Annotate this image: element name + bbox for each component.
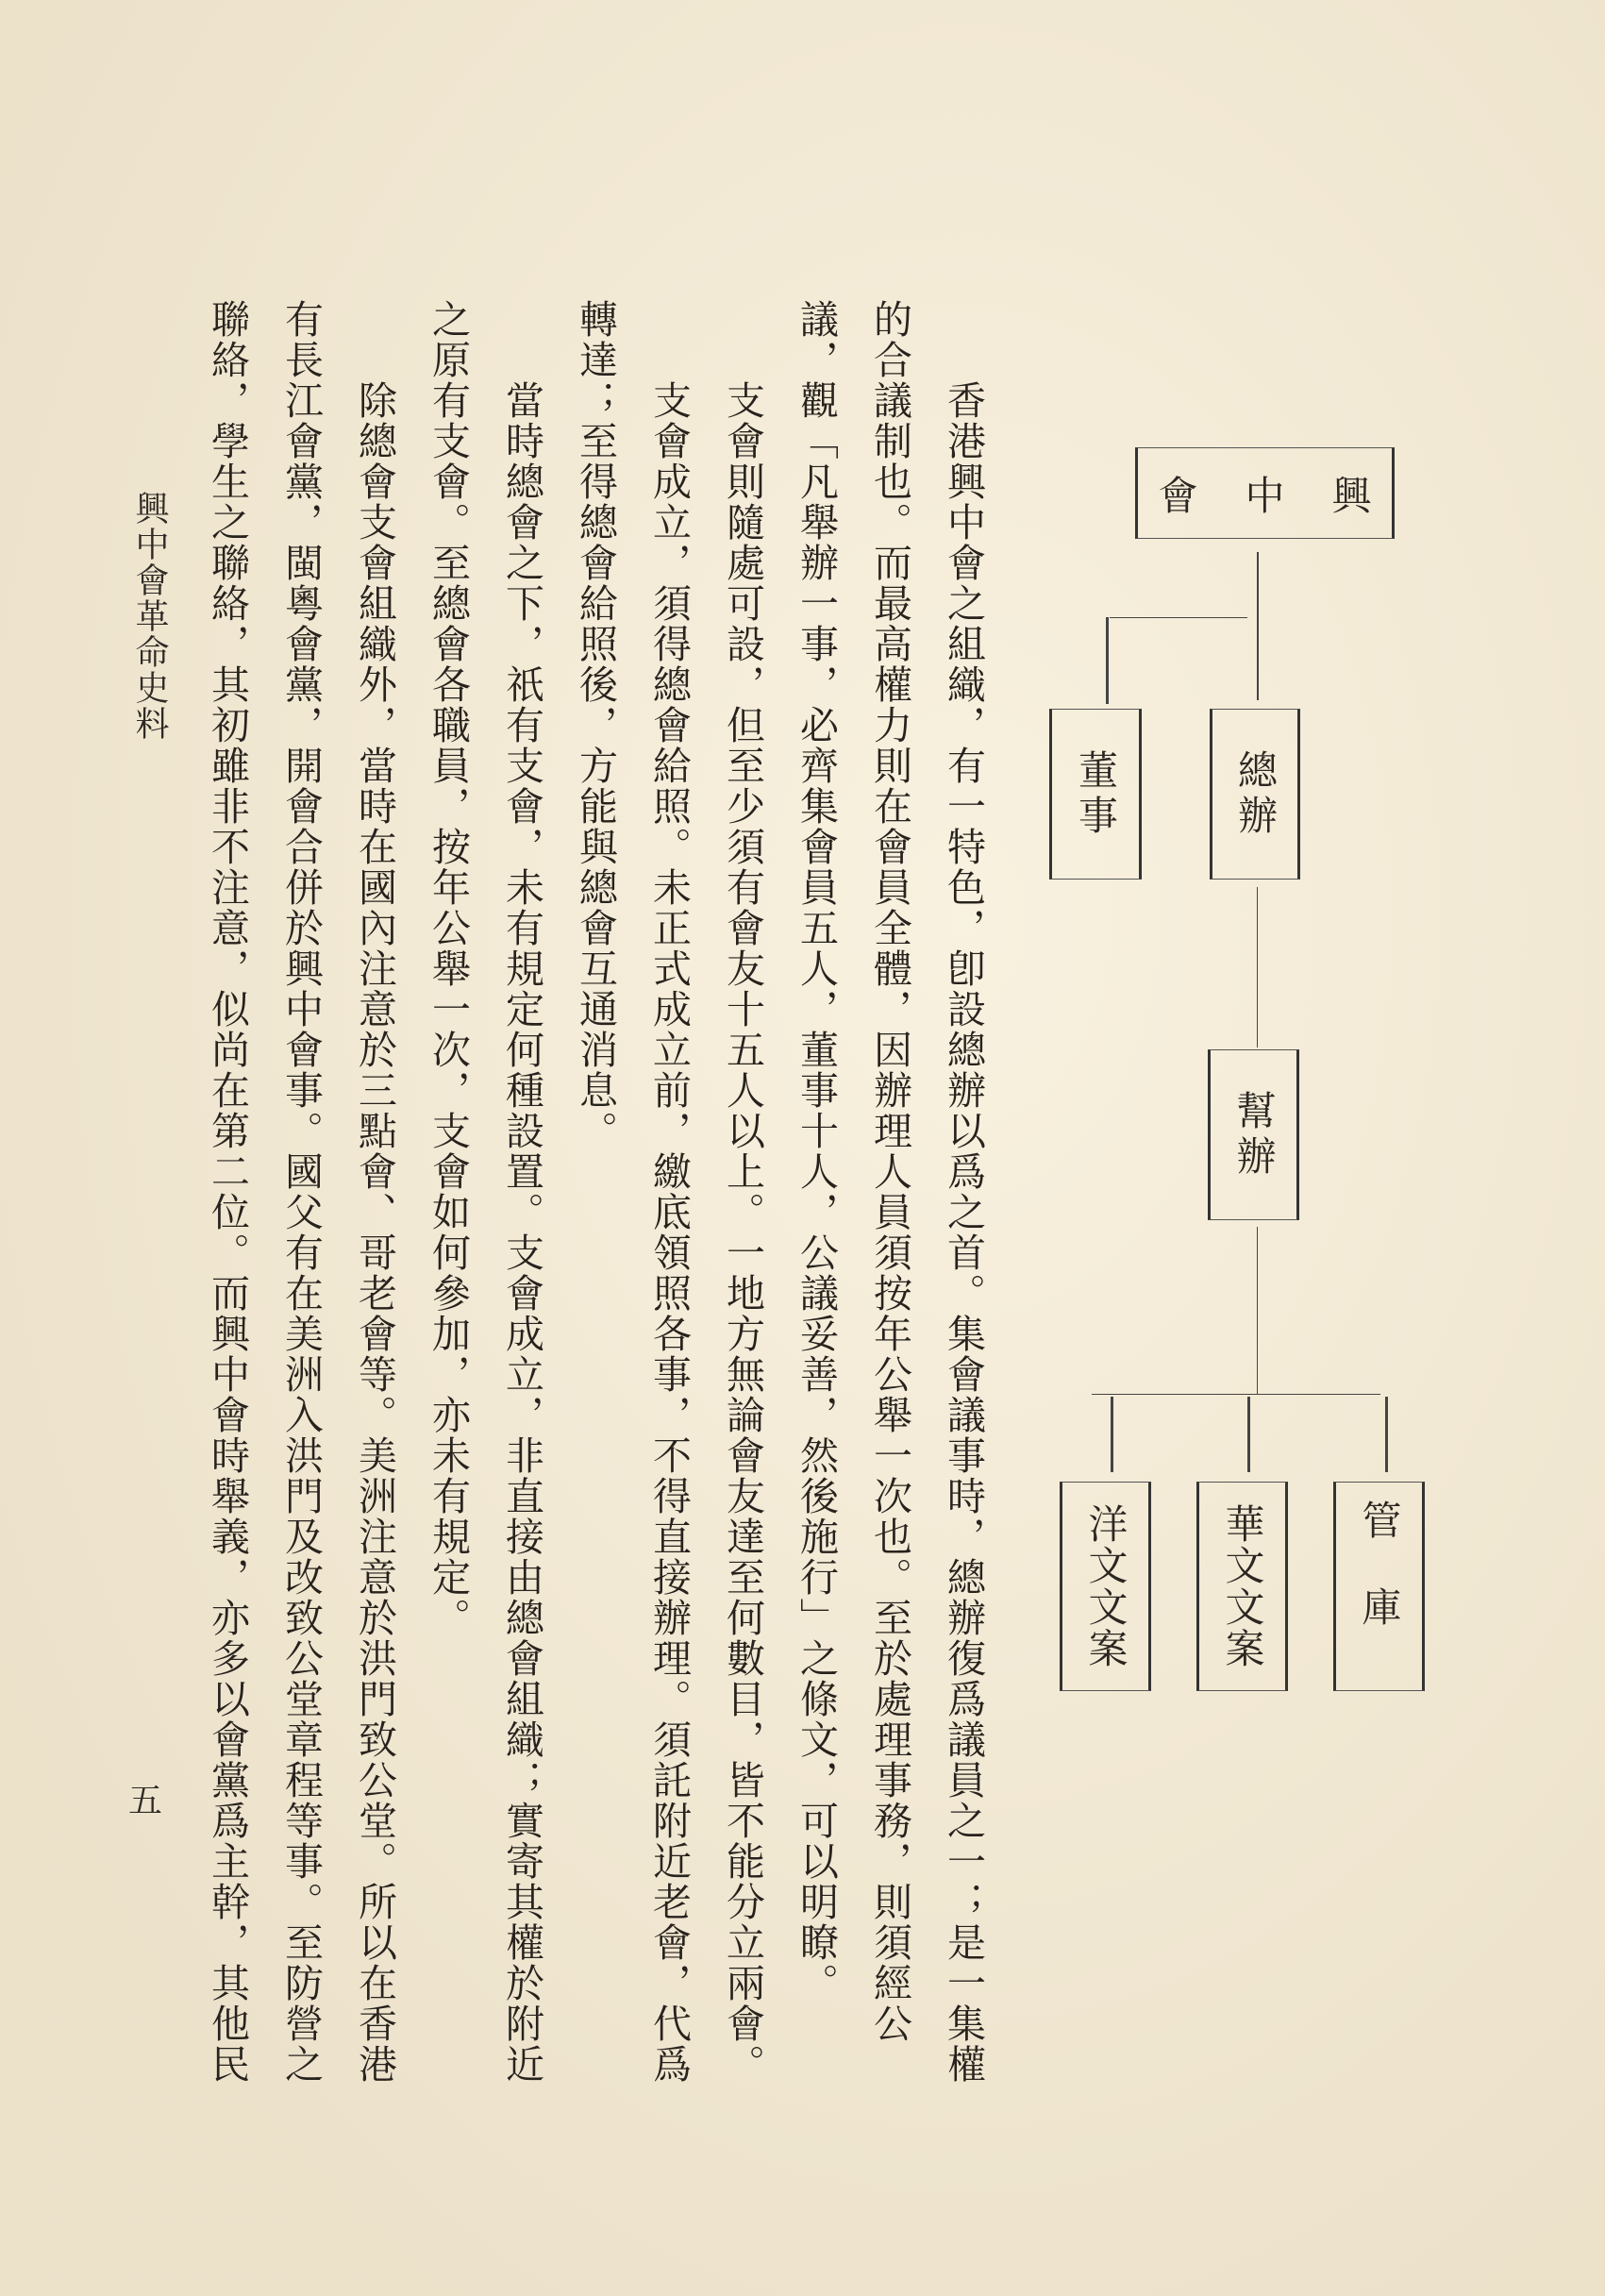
org-foreign-secretary-label: 洋文文案 xyxy=(1082,1503,1129,1669)
text-column: 的合議制也。而最高權力則在會員全體，因辦理人員須按年公舉一次也。至於處理事務，則須經公 xyxy=(867,299,912,2044)
text-column: 轉達；至得總會給照後，方能與總會互通消息。 xyxy=(573,299,618,1151)
connector-line xyxy=(1257,887,1258,1047)
book-title: 興中會革命史料 xyxy=(130,491,169,742)
connector-line xyxy=(1110,617,1247,618)
org-box-directors xyxy=(1049,709,1142,880)
org-directors-label: 董事 xyxy=(1073,748,1119,840)
text-column: 聯絡，學生之聯絡，其初雖非不注意，似尚在第二位。而興中會時舉義，亦多以會黨爲主幹，其他民 xyxy=(205,299,250,2085)
page-number: 五 xyxy=(128,1782,163,1820)
connector-line xyxy=(1247,1397,1250,1472)
org-root-label: 興中會 xyxy=(1158,472,1419,519)
org-box-assistant xyxy=(1208,1049,1299,1220)
org-box-foreign-secretary xyxy=(1060,1482,1151,1691)
connector-line xyxy=(1257,1227,1258,1395)
text-column: 議，觀「凡舉辦一事，必齊集會員五人，董事十人，公議妥善，然後施行」之條文，可以明瞭。 xyxy=(794,299,839,2003)
connector-line xyxy=(1111,1397,1113,1472)
text-column: 除總會支會組織外，當時在國內注意於三點會、哥老會等。美洲注意於洪門致公堂。所以在香港 xyxy=(352,380,397,2085)
org-assistant-label: 幫辦 xyxy=(1230,1089,1278,1181)
text-column: 之原有支會。至總會各職員，按年公舉一次，支會如何參加，亦未有規定。 xyxy=(426,299,471,1638)
text-column: 支會成立，須得總會給照。未正式成立前，繳底領照各事，不得直接辦理。須託附近老會，代爲 xyxy=(646,380,692,2085)
org-treasurer-label: 管庫 xyxy=(1356,1500,1403,1673)
org-box-chinese-secretary xyxy=(1196,1482,1288,1691)
org-box-root xyxy=(1135,447,1419,539)
connector-line xyxy=(1106,617,1109,704)
org-chinese-secretary-label: 華文文案 xyxy=(1219,1503,1266,1669)
org-director-general-label: 總辦 xyxy=(1232,748,1279,840)
text-column: 支會則隨處可設，但至少須有會友十五人以上。一地方無論會友達至何數目，皆不能分立兩會。 xyxy=(720,380,765,2085)
org-box-treasurer xyxy=(1333,1482,1425,1691)
connector-line xyxy=(1092,1394,1380,1395)
text-column: 有長江會黨，閩粵會黨，開會合併於興中會事。國父有在美洲入洪門及改致公堂章程等事。至防營之 xyxy=(278,299,324,2085)
connector-line xyxy=(1257,552,1259,700)
connector-line xyxy=(1385,1397,1388,1472)
org-box-director-general xyxy=(1210,709,1300,880)
text-column: 香港興中會之組織，有一特色，卽設總辦以爲之首。集會議事時，總辦復爲議員之一；是一集權 xyxy=(941,380,986,2085)
text-column: 當時總會之下，祇有支會，未有規定何種設置。支會成立，非直接由總會組織；實寄其權於附近 xyxy=(499,380,544,2085)
